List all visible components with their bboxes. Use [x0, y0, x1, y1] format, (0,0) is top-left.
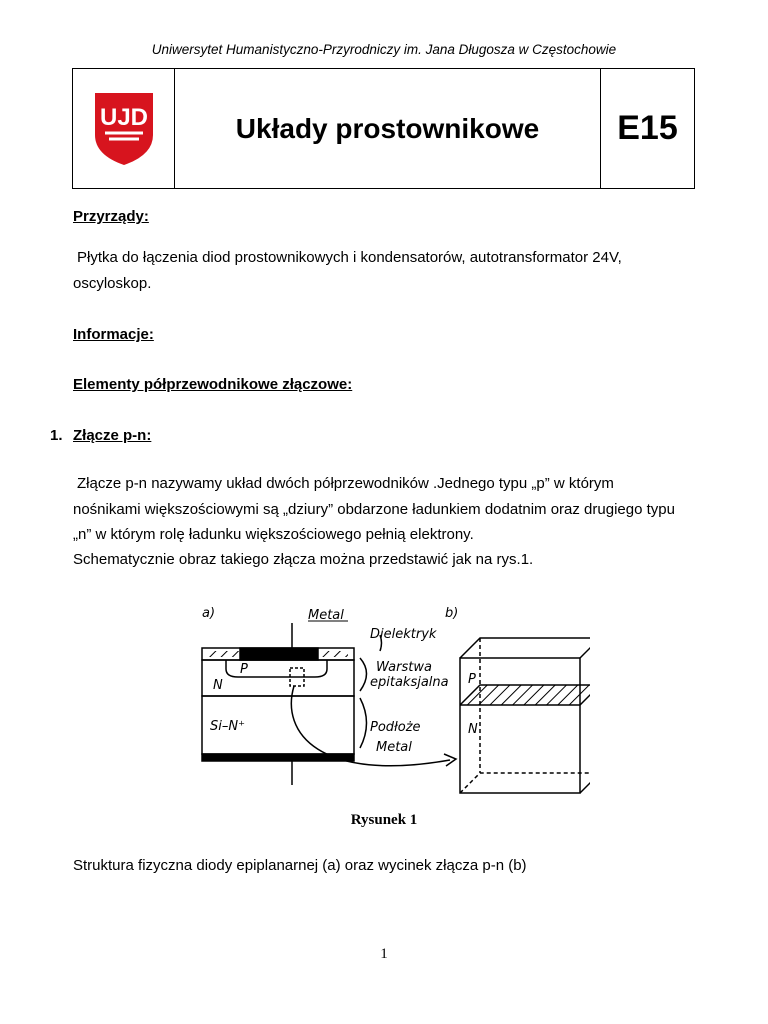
page-number: 1 — [380, 946, 388, 962]
label-cube-p: P — [468, 672, 476, 687]
label-warstwa: Warstwa — [376, 660, 432, 675]
figure-caption: Rysunek 1 — [350, 812, 418, 828]
label-b: b) — [445, 606, 459, 621]
label-epitaksjalna: epitaksjalna — [370, 675, 449, 690]
label-metal-bottom: Metal — [376, 740, 412, 755]
przyrzady-line1: Płytka do łączenia diod prostownikowych i kondensatorów, autotransformator 24V, — [77, 249, 622, 266]
header-table — [72, 68, 695, 189]
label-cube-n: N — [468, 722, 478, 737]
label-n-region: N — [213, 678, 223, 693]
label-podloze: Podłoże — [370, 720, 421, 735]
svg-text:UJD: UJD — [99, 103, 148, 131]
label-a: a) — [202, 606, 216, 621]
paragraph-line1: Złącze p-n nazywamy układ dwóch półprzewodników .Jednego typu „p” w którym — [77, 475, 614, 492]
label-metal-top: Metal — [308, 608, 344, 623]
item1-heading: Złącze p-n: — [73, 427, 152, 444]
paragraph-line3: „n” w którym rolę ładunku większościowego pełnią elektrony. — [73, 526, 474, 543]
item1-number: 1. — [50, 427, 63, 444]
label-dielektryk: Dielektryk — [370, 627, 437, 642]
paragraph-line4: Schematycznie obraz takiego złącza można przedstawić jak na rys.1. — [73, 551, 534, 568]
label-p-region: P — [240, 662, 248, 677]
experiment-code: E15 — [617, 109, 678, 147]
paragraph-line2: nośnikami większościowymi są „dziury” obdarzone ładunkiem dodatnim oraz drugiego typu — [73, 501, 675, 518]
university-logo — [93, 91, 155, 167]
elementy-heading: Elementy półprzewodnikowe złączowe: — [73, 376, 353, 393]
label-substrate: Si–N⁺ — [210, 719, 245, 734]
figure-diode-structure — [180, 573, 590, 798]
informacje-heading: Informacje: — [73, 326, 154, 343]
przyrzady-line2: oscyloskop. — [73, 275, 152, 292]
university-name: Uniwersytet Humanistyczno-Przyrodniczy im. Jana Długosza w Częstochowie — [151, 42, 617, 57]
page-title: Układy prostownikowe — [175, 69, 601, 188]
przyrzady-heading: Przyrządy: — [73, 208, 149, 225]
logo-cell — [73, 69, 175, 188]
figure-description: Struktura fizyczna diody epiplanarnej (a) oraz wycinek złącza p-n (b) — [73, 857, 527, 874]
